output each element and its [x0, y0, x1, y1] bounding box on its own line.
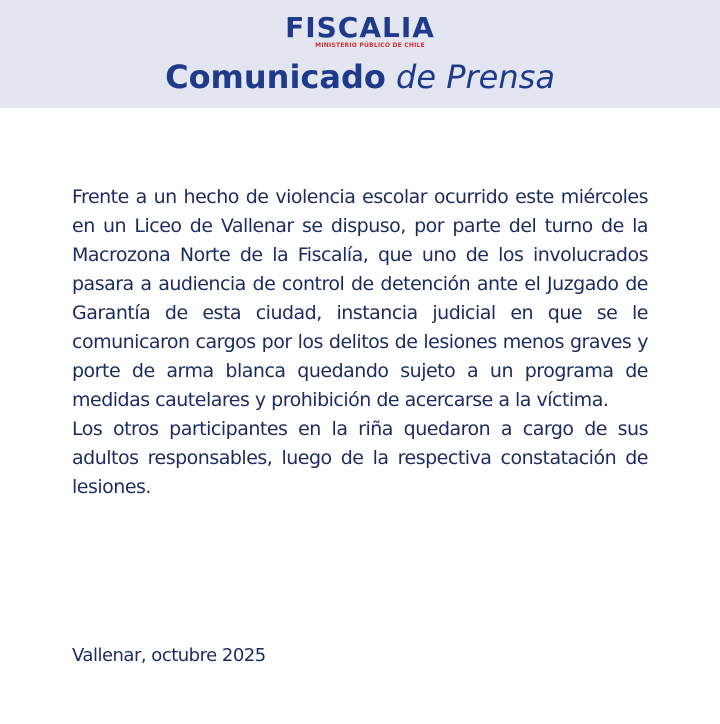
title-light: de Prensa: [396, 58, 555, 96]
header-banner: [0, 0, 720, 108]
logo-subtitle: MINISTERIO PÚBLICO DE CHILE: [315, 42, 425, 49]
body-paragraph-2: Los otros participantes en la riña quedaron a cargo de sus adultos responsables, luego de la respectiva constatación de lesiones.: [72, 418, 648, 498]
press-release-body: [72, 183, 648, 502]
press-release-title: [0, 56, 720, 98]
body-paragraph-1: Frente a un hecho de violencia escolar ocurrido este miércoles en un Liceo de Vallenar se dispuso, por parte del turno de la Macrozona Norte de la Fiscalía, que uno de los involucrados pasara a audiencia de control de detención ante el Juzgado de Garantía de esta ciudad, instancia judicial en que se le comunicaron cargos por los delitos de lesiones menos graves y porte de arma blanca quedando sujeto a un programa de medidas cautelares y prohibición de acercarse a la víctima.: [72, 186, 648, 411]
title-bold: Comunicado: [165, 58, 386, 96]
place-date: Vallenar, octubre 2025: [72, 645, 266, 666]
fiscalia-logo: FISCALIA: [285, 11, 435, 44]
